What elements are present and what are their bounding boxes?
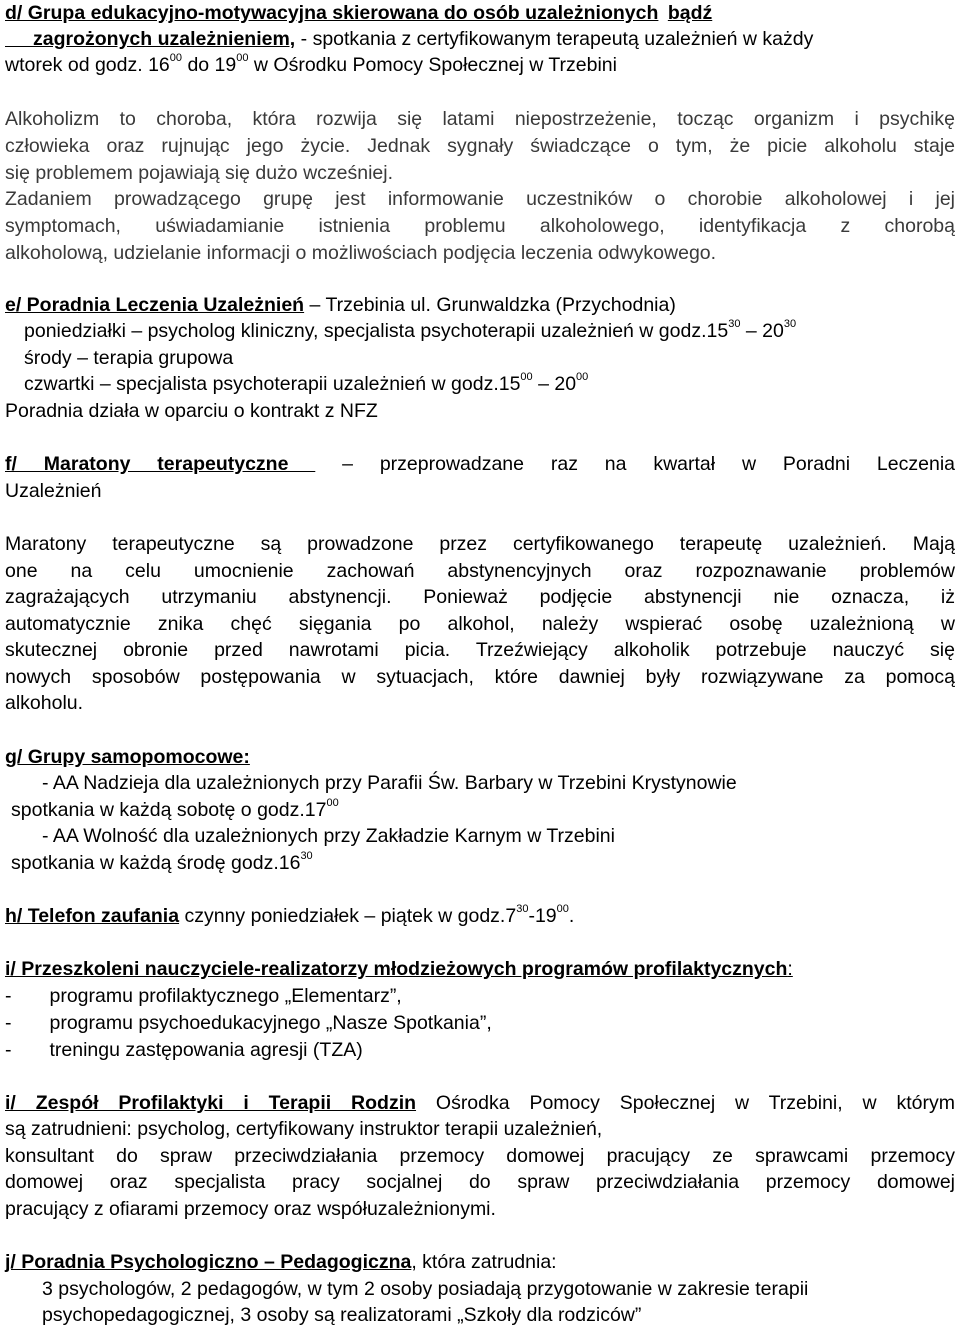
section-h-heading: h/ Telefon zaufania czynny poniedziałek – piątek w $godz.7^{30}-19^{00}$.	[5, 902, 575, 927]
paragraph-line: psychopedagogicznej, 3 osoby są realizatorami „Szkoły dla rodziców”	[42, 1304, 642, 1326]
paragraph-line: symptomach, uświadamianie istnienia problemu alkoholowego, identyfikacja z chorobą	[5, 215, 955, 237]
paragraph-line: człowieka oraz rujnując jego życie. Jednak sygnały świadczące o tym, że picie alkoholu staje	[5, 135, 955, 157]
section-d-heading	[5, 0, 712, 27]
section-d-title-c: zagrożonych uzależnieniem,	[33, 28, 296, 50]
schedule-thursday: czwartki – specjalista psychoterapii uzależnień w $godz.15^{00} - 20^{00}$	[24, 370, 589, 395]
section-g-heading	[5, 744, 250, 771]
paragraph-line: alkoholową, udzielanie informacji o możliwościach podjęcia leczenia odwykowego.	[5, 242, 717, 264]
section-d-title-b: bądź	[667, 2, 713, 24]
paragraph-line: Zadaniem prowadzącego grupę jest informowanie uczestników o chorobie alkoholowej i jej	[5, 188, 955, 210]
paragraph-line: Alkoholizm to choroba, która rozwija się latami niepostrzeżenie, tocząc organizm i psychikę	[5, 108, 955, 130]
list-item: - programu psychoedukacyjnego „Nasze Spotkania”,	[5, 1012, 492, 1034]
paragraph-line: skutecznej obronie przed nawrotami picia. Trzeźwiejący alkoholik potrzebuje nauczyć się	[5, 639, 955, 661]
paragraph-line: Maratony terapeutyczne są prowadzone przez certyfikowanego terapeutę uzależnień. Mają	[5, 533, 955, 555]
section-j-title: j/ Poradnia Psychologiczno – Pedagogiczna	[5, 1251, 412, 1273]
list-item-time: spotkania w każdą środę $godz.16^{30}$	[11, 849, 313, 874]
section-i-title: i/ Przeszkoleni nauczyciele-realizatorzy młodzieżowych programów profilaktycznych	[5, 958, 788, 980]
paragraph-line: domowej oraz specjalista pracy socjalnej do spraw przeciwdziałania przemocy domowej	[5, 1171, 955, 1193]
section-d-heading-line2: zagrożonych uzależnieniem, - spotkania z certyfikowanym terapeutą uzależnień w każdy	[5, 26, 813, 53]
section-e-title: e/ Poradnia Leczenia Uzależnień	[5, 294, 305, 316]
section-i-heading: i/ Przeszkoleni nauczyciele-realizatorzy młodzieżowych programów profilaktycznych:	[5, 958, 793, 980]
nfz-note: Poradnia działa w oparciu o kontrakt z NFZ	[5, 400, 378, 422]
section-i2-heading: i/ Zespół Profilaktyki i Terapii Rodzin Ośrodka Pomocy Społecznej w Trzebini, w którym	[5, 1092, 955, 1114]
section-g-title: g/ Grupy samopomocowe:	[5, 746, 250, 768]
section-i2-title: i/ Zespół Profilaktyki i Terapii Rodzin	[5, 1092, 417, 1114]
paragraph-line: automatycznie znika chęć sięgania po alkohol, należy wspierać osobę uzależnioną w	[5, 613, 955, 635]
paragraph-line: 3 psychologów, 2 pedagogów, w tym 2 osoby posiadają przygotowanie w zakresie terapii	[42, 1278, 809, 1300]
section-e-heading: e/ Poradnia Leczenia Uzależnień – Trzebinia ul. Grunwaldzka (Przychodnia)	[5, 294, 676, 316]
paragraph-line: się problemem pojawiają się dużo wcześniej.	[5, 162, 394, 184]
schedule-monday: poniedziałki – psycholog kliniczny, specjalista psychoterapii uzależnień w $godz.15^{30} - 20^{30}$	[24, 317, 797, 342]
section-d-title: d/ Grupa edukacyjno-motywacyjna skierowana do osób uzależnionych	[5, 2, 659, 24]
paragraph-line: zagrażających utrzymaniu abstynencji. Ponieważ podjęcie abstynencji nie oznacza, iż	[5, 586, 955, 608]
list-item: - programu profilaktycznego „Elementarz”,	[5, 985, 402, 1007]
paragraph-line: pracujący z ofiarami przemocy oraz współuzależnionymi.	[5, 1198, 496, 1220]
paragraph-line: nowych sposobów postępowania w sytuacjach, które dawniej były rozwiązywane za pomocą	[5, 666, 955, 688]
list-item: - AA Nadzieja dla uzależnionych przy Parafii Św. Barbary w Trzebini Krystynowie	[42, 772, 737, 794]
section-d-schedule: wtorek od godz. $16^{00}$ do $19^{00}$ w Ośrodku Pomocy Społecznej w Trzebini	[5, 51, 617, 76]
paragraph-line: one na celu umocnienie zachowań abstynencyjnych oraz rozpoznawanie problemów	[5, 560, 955, 582]
section-f-heading-line2: Uzależnień	[5, 480, 102, 502]
section-h-title: h/ Telefon zaufania	[5, 905, 180, 927]
paragraph-line: alkoholu.	[5, 692, 84, 714]
paragraph-line: konsultant do spraw przeciwdziałania przemocy domowej pracujący ze sprawcami przemocy	[5, 1145, 955, 1167]
section-f-heading: f/ Maratony terapeutyczne – przeprowadzane raz na kwartał w Poradni Leczenia	[5, 453, 955, 475]
schedule-wednesday: środy – terapia grupowa	[24, 347, 234, 369]
list-item-time: spotkania w każdą sobotę o $godz.17^{00}$	[11, 796, 339, 821]
list-item: - treningu zastępowania agresji (TZA)	[5, 1039, 363, 1061]
list-item: - AA Wolność dla uzależnionych przy Zakładzie Karnym w Trzebini	[42, 825, 615, 847]
section-j-heading: j/ Poradnia Psychologiczno – Pedagogiczna, która zatrudnia:	[5, 1251, 557, 1273]
section-f-title: f/ Maratony terapeutyczne	[5, 453, 316, 475]
paragraph-line: są zatrudnieni: psycholog, certyfikowany instruktor terapii uzależnień,	[5, 1118, 603, 1140]
